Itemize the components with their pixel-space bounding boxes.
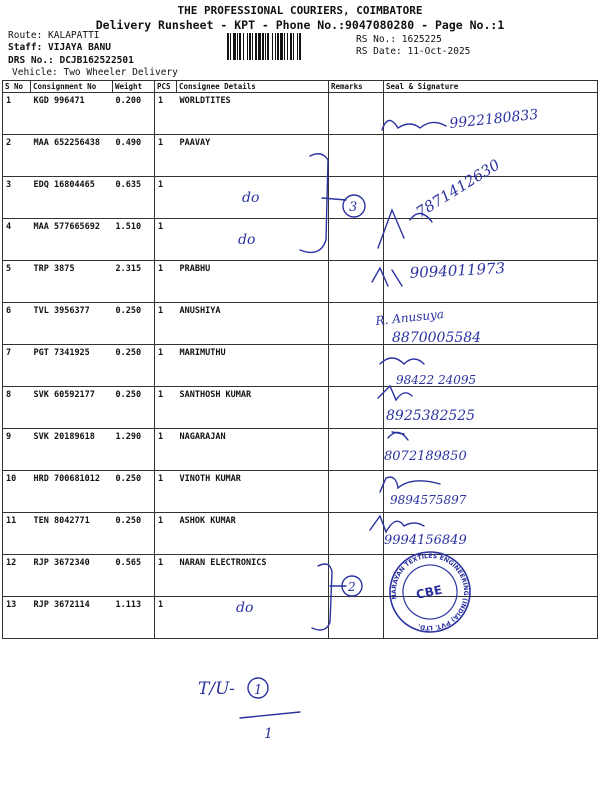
sig-phone-1: 9922180833 <box>448 106 540 132</box>
row-consignee: ANUSHIYA <box>177 303 329 345</box>
row-consignment: KGD 996471 <box>31 93 113 135</box>
table-row <box>3 261 598 303</box>
row-remarks <box>329 555 384 597</box>
sig-phone-5: 98422 24095 <box>396 373 477 387</box>
row-pcs: 1 <box>155 513 177 555</box>
row-consignee: ASHOK KUMAR <box>177 513 329 555</box>
table-row <box>3 177 598 219</box>
total-circle-number: 1 <box>254 683 263 698</box>
fraction-number: 1 <box>264 726 273 742</box>
row-weight: 0.250 <box>113 471 155 513</box>
ditto-mark-2: do <box>238 232 256 248</box>
row-sno: 3 <box>3 177 31 219</box>
row-sno: 13 <box>3 597 31 639</box>
row-remarks <box>329 177 384 219</box>
fraction-line <box>240 712 300 718</box>
table-row <box>3 345 598 387</box>
col-consignment-header: Consignment No <box>31 81 113 93</box>
row-weight: 1.510 <box>113 219 155 261</box>
row-sno: 8 <box>3 387 31 429</box>
row-consignee: PAAVAY <box>177 135 329 177</box>
runsheet-table <box>2 80 598 639</box>
total-circle <box>248 678 268 698</box>
count-number-1: 3 <box>349 200 358 215</box>
row-consignment: EDQ 16804465 <box>31 177 113 219</box>
row-consignee <box>177 177 329 219</box>
row-consignment: SVK 20189618 <box>31 429 113 471</box>
barcode <box>225 33 353 60</box>
row-signature <box>384 93 598 135</box>
table-row <box>3 303 598 345</box>
row-remarks <box>329 303 384 345</box>
stamp-ring-text: NARAYAN TEXTILES ENGINEERING (INDIA) PVT. LTD. <box>390 552 470 632</box>
row-remarks <box>329 513 384 555</box>
row-remarks <box>329 387 384 429</box>
vehicle-label: Vehicle: Two Wheeler Delivery <box>12 67 178 78</box>
sig-phone-4: 8870005584 <box>392 330 482 346</box>
row-pcs: 1 <box>155 135 177 177</box>
row-sno: 1 <box>3 93 31 135</box>
row-sno: 12 <box>3 555 31 597</box>
route-label: Route: KALAPATTI <box>8 30 100 41</box>
row-pcs: 1 <box>155 261 177 303</box>
col-consignee-header: Consignee Details <box>177 81 329 93</box>
ditto-mark-3: do <box>236 600 254 616</box>
row-remarks <box>329 261 384 303</box>
sig-name-6: R. Anusuya <box>374 306 445 328</box>
row-pcs: 1 <box>155 303 177 345</box>
table-row <box>3 429 598 471</box>
row-consignment: RJP 3672114 <box>31 597 113 639</box>
row-pcs: 1 <box>155 219 177 261</box>
table-header-row <box>3 81 598 93</box>
sig-phone-6: 8925382525 <box>386 408 476 424</box>
row-weight: 1.113 <box>113 597 155 639</box>
row-weight: 0.200 <box>113 93 155 135</box>
table-row <box>3 135 598 177</box>
row-consignment: HRD 700681012 <box>31 471 113 513</box>
row-remarks <box>329 471 384 513</box>
row-consignee <box>177 219 329 261</box>
row-pcs: 1 <box>155 555 177 597</box>
row-sno: 7 <box>3 345 31 387</box>
row-consignee: NARAN ELECTRONICS <box>177 555 329 597</box>
row-signature <box>384 345 598 387</box>
row-remarks <box>329 93 384 135</box>
rs-number: RS No.: 1625225 <box>356 34 442 45</box>
row-consignment: RJP 3672340 <box>31 555 113 597</box>
row-weight: 0.565 <box>113 555 155 597</box>
row-consignee: VINOTH KUMAR <box>177 471 329 513</box>
row-signature <box>384 177 598 219</box>
row-weight: 0.250 <box>113 387 155 429</box>
row-consignment: PGT 7341925 <box>31 345 113 387</box>
table-row <box>3 219 598 261</box>
row-consignment: TRP 3875 <box>31 261 113 303</box>
row-weight: 0.250 <box>113 345 155 387</box>
row-consignee: NAGARAJAN <box>177 429 329 471</box>
row-consignee: WORLDTITES <box>177 93 329 135</box>
stamp-center-text: CBE <box>414 582 444 602</box>
row-weight: 0.250 <box>113 513 155 555</box>
count-number-2: 2 <box>348 580 356 594</box>
row-consignee: SANTHOSH KUMAR <box>177 387 329 429</box>
table-row <box>3 471 598 513</box>
row-remarks <box>329 219 384 261</box>
row-pcs: 1 <box>155 387 177 429</box>
col-sno-header: S No <box>3 81 31 93</box>
col-pcs-header: PCS <box>155 81 177 93</box>
row-remarks <box>329 135 384 177</box>
sig-phone-7: 8072189850 <box>384 449 467 464</box>
row-signature <box>384 261 598 303</box>
table-row <box>3 513 598 555</box>
row-pcs: 1 <box>155 93 177 135</box>
col-remarks-header: Remarks <box>329 81 384 93</box>
row-consignment: SVK 60592177 <box>31 387 113 429</box>
row-signature <box>384 387 598 429</box>
sig-phone-8: 9894575897 <box>390 493 467 507</box>
row-signature <box>384 597 598 639</box>
sig-phone-2: 7871412630 <box>412 155 504 222</box>
row-consignment: MAA 652256438 <box>31 135 113 177</box>
row-sno: 5 <box>3 261 31 303</box>
row-sno: 2 <box>3 135 31 177</box>
row-consignee: MARIMUTHU <box>177 345 329 387</box>
row-consignment: TEN 8042771 <box>31 513 113 555</box>
sig-phone-9: 9994156849 <box>384 533 467 548</box>
sig-phone-3: 9094011973 <box>409 259 506 282</box>
col-signature-header: Seal & Signature <box>384 81 598 93</box>
row-weight: 0.635 <box>113 177 155 219</box>
row-signature <box>384 429 598 471</box>
table-row <box>3 93 598 135</box>
row-weight: 2.315 <box>113 261 155 303</box>
table-row <box>3 387 598 429</box>
row-signature <box>384 135 598 177</box>
row-signature <box>384 219 598 261</box>
row-pcs: 1 <box>155 471 177 513</box>
row-weight: 0.490 <box>113 135 155 177</box>
row-weight: 0.250 <box>113 303 155 345</box>
row-signature <box>384 471 598 513</box>
row-remarks <box>329 429 384 471</box>
row-weight: 1.290 <box>113 429 155 471</box>
row-sno: 6 <box>3 303 31 345</box>
row-consignment: TVL 3956377 <box>31 303 113 345</box>
row-pcs: 1 <box>155 597 177 639</box>
company-title: THE PROFESSIONAL COURIERS, COIMBATORE <box>177 4 423 17</box>
table-row <box>3 555 598 597</box>
ditto-mark-1: do <box>242 190 260 206</box>
row-sno: 9 <box>3 429 31 471</box>
row-remarks <box>329 345 384 387</box>
row-pcs: 1 <box>155 429 177 471</box>
table-row <box>3 597 598 639</box>
row-signature <box>384 555 598 597</box>
row-remarks <box>329 597 384 639</box>
row-consignee: PRABHU <box>177 261 329 303</box>
staff-label: Staff: VIJAYA BANU <box>8 42 111 53</box>
row-sno: 10 <box>3 471 31 513</box>
row-consignee <box>177 597 329 639</box>
row-signature <box>384 303 598 345</box>
row-sno: 11 <box>3 513 31 555</box>
row-pcs: 1 <box>155 345 177 387</box>
drs-number: DRS No.: DCJB162522501 <box>8 55 134 66</box>
runsheet-title: Delivery Runsheet - KPT - Phone No.:9047080280 - Page No.:1 <box>95 18 505 32</box>
rs-date: RS Date: 11-Oct-2025 <box>356 46 471 57</box>
col-weight-header: Weight <box>113 81 155 93</box>
row-signature <box>384 513 598 555</box>
row-pcs: 1 <box>155 177 177 219</box>
row-sno: 4 <box>3 219 31 261</box>
total-note: T/U- <box>198 679 235 699</box>
row-consignment: MAA 577665692 <box>31 219 113 261</box>
